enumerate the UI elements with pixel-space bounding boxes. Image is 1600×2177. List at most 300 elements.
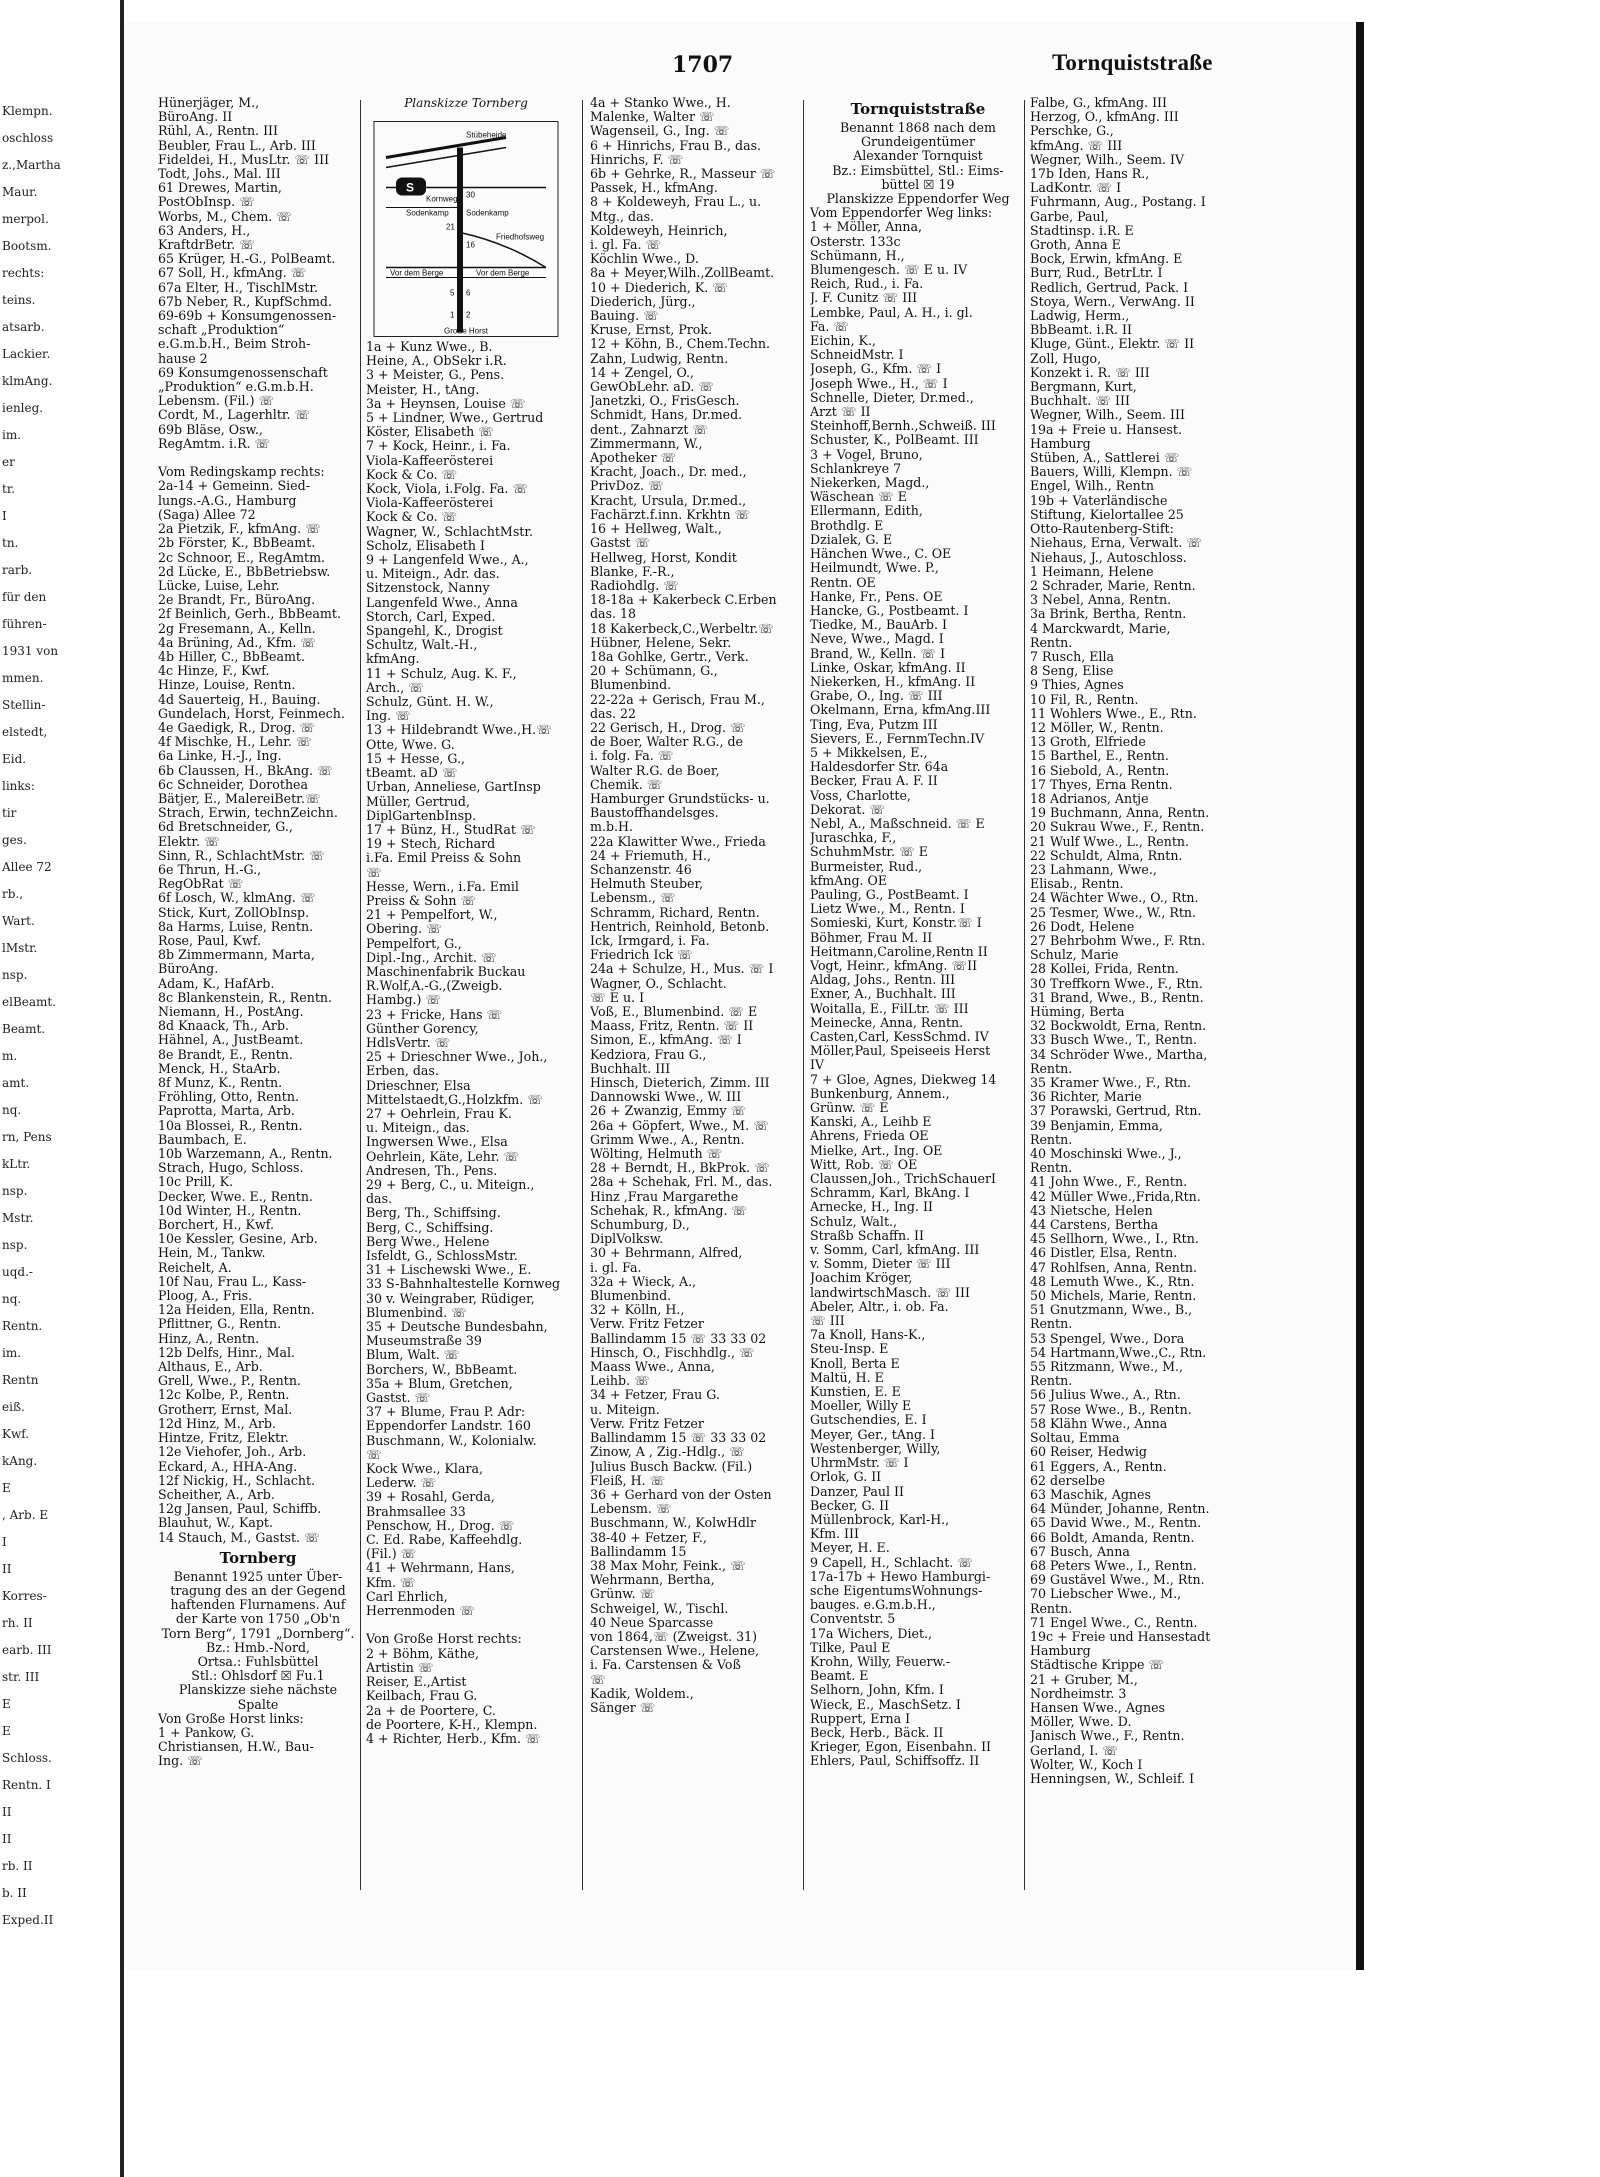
entry-line: Scholz, Elisabeth I bbox=[366, 537, 485, 553]
entry-line: 16 + Hellweg, Walt., bbox=[590, 521, 722, 537]
entry-line: 21 + Pempelfort, W., bbox=[366, 907, 498, 923]
left-page-fragment: elstedt, bbox=[2, 725, 48, 739]
entry-line: 2a Pietzik, F., kfmAng. ☏ bbox=[158, 521, 321, 537]
left-page-fragment: Eid. bbox=[2, 752, 27, 766]
entry-line: i.Fa. Emil Preiss & Sohn bbox=[366, 850, 522, 866]
left-page-fragment: 1931 von bbox=[2, 644, 59, 658]
entry-line: e.G.m.b.H., Beim Stroh- bbox=[158, 336, 311, 352]
column-4 bbox=[810, 96, 1026, 1886]
entry-line: 46 Distler, Elsa, Rentn. bbox=[1030, 1245, 1178, 1261]
entry-line: dent., Zahnarzt ☏ bbox=[590, 421, 709, 437]
entry-line: Hamburg bbox=[1030, 435, 1091, 451]
entry-line: Kunstien, E. E bbox=[810, 1384, 901, 1400]
left-page-fragment: führen- bbox=[2, 617, 47, 631]
entry-line: 35 Kramer Wwe., F., Rtn. bbox=[1030, 1075, 1192, 1091]
entry-line: Arch., ☏ bbox=[366, 679, 425, 695]
entry-line: das. 22 bbox=[590, 705, 637, 721]
entry-line: 60 Reiser, Hedwig bbox=[1030, 1444, 1147, 1460]
entry-line: 19a + Freie u. Hansest. bbox=[1030, 421, 1182, 437]
left-page-fragment: Lackier. bbox=[2, 347, 51, 361]
entry-line: 26 Dodt, Helene bbox=[1030, 918, 1135, 934]
entry-line: Elisab., Rentn. bbox=[1030, 876, 1124, 892]
entry-line: Borchers, W., BbBeamt. bbox=[366, 1361, 518, 1377]
entry-line: Herzog, O., kfmAng. III bbox=[1030, 109, 1179, 125]
entry-line: Menck, H., StaArb. bbox=[158, 1060, 281, 1076]
left-page-fragment: z.,Martha bbox=[2, 158, 61, 172]
entry-line: LadKontr. ☏ I bbox=[1030, 180, 1122, 196]
entry-line: 8 Seng, Elise bbox=[1030, 663, 1114, 679]
left-page-fragment: kAng. bbox=[2, 1454, 38, 1468]
entry-line: Reiser, E.,Artist bbox=[366, 1674, 467, 1690]
entry-line: Ruppert, Erna I bbox=[810, 1710, 911, 1726]
entry-line: 23 + Fricke, Hans ☏ bbox=[366, 1006, 503, 1022]
entry-line: 25 + Drieschner Wwe., Joh., bbox=[366, 1049, 548, 1065]
entry-line: Meister, H., tAng. bbox=[366, 381, 480, 397]
entry-line: ☏ bbox=[366, 864, 382, 880]
entry-line: Krohn, Willy, Feuerw.- bbox=[810, 1653, 951, 1669]
entry-line: Bock, Erwin, kfmAng. E bbox=[1030, 251, 1183, 267]
entry-line: 18 Kakerbeck,C.,Werbeltr.☏ bbox=[590, 620, 774, 636]
entry-line: 67 Soll, H., kfmAng. ☏ bbox=[158, 265, 307, 281]
left-page-fragment: Bootsm. bbox=[2, 239, 52, 253]
entry-line: 10c Prill, K. bbox=[158, 1174, 234, 1190]
left-page-fragment: rn, Pens bbox=[2, 1130, 52, 1144]
left-page-fragment: links: bbox=[2, 779, 35, 793]
entry-line: Günther Gorency, bbox=[366, 1020, 479, 1036]
entry-line: Niekerken, Magd., bbox=[810, 475, 930, 491]
entry-line: Schmidt, Hans, Dr.med. bbox=[590, 407, 743, 423]
entry-line: 31 Brand, Wwe., B., Rentn. bbox=[1030, 989, 1204, 1005]
entry-line: Schuster, K., PolBeamt. III bbox=[810, 432, 979, 448]
entry-line: Witt, Rob. ☏ OE bbox=[810, 1156, 918, 1172]
entry-line: Stiftung, Kielortallee 25 bbox=[1030, 506, 1184, 522]
entry-line: Rentn. bbox=[1030, 1160, 1073, 1176]
left-page-fragment: lMstr. bbox=[2, 941, 38, 955]
entry-line: Preiss & Sohn ☏ bbox=[366, 892, 477, 908]
entry-line: Hamburger Grundstücks- u. bbox=[590, 790, 770, 806]
entry-line: Planskizze siehe nächste bbox=[178, 1682, 338, 1698]
entry-line: haftenden Flurnamens. Auf bbox=[170, 1597, 346, 1613]
entry-line: 12c Kolbe, P., Rentn. bbox=[158, 1387, 290, 1403]
entry-line: ☏ bbox=[366, 1446, 382, 1462]
entry-line: 39 Benjamin, Emma, bbox=[1030, 1117, 1163, 1133]
entry-line: IV bbox=[810, 1057, 825, 1073]
column-5 bbox=[1030, 96, 1238, 1886]
entry-line: Brand, W., Kelln. ☏ I bbox=[810, 645, 946, 661]
entry-line: Blumengesch. ☏ E u. IV bbox=[810, 262, 968, 278]
entry-line: 35a + Blum, Gretchen, bbox=[366, 1375, 513, 1391]
entry-line: 53 Spengel, Wwe., Dora bbox=[1030, 1330, 1185, 1346]
entry-line: Steu-Insp. E bbox=[810, 1341, 889, 1357]
entry-line: 3 + Meister, G., Pens. bbox=[366, 367, 505, 383]
entry-line: i. Fa. Carstensen & Voß bbox=[590, 1657, 741, 1673]
entry-line: Steinhoff,Bernh.,Schweiß. III bbox=[810, 418, 996, 434]
left-page-fragment: rb., bbox=[2, 887, 24, 901]
entry-line: Dipl.-Ing., Archit. ☏ bbox=[366, 949, 497, 965]
entry-line: Lücke, Luise, Lehr. bbox=[158, 577, 280, 593]
entry-line: Somieski, Kurt, Konstr.☏ I bbox=[810, 915, 982, 931]
entry-line: DiplGartenbInsp. bbox=[366, 807, 477, 823]
entry-line: kfmAng. ☏ III bbox=[1030, 137, 1123, 153]
entry-line: Pauling, G., PostBeamt. I bbox=[810, 886, 969, 902]
entry-line: Müllenbrock, Karl-H., bbox=[810, 1511, 950, 1527]
entry-line: Diederich, Jürg., bbox=[590, 293, 696, 309]
entry-line: 26a + Göpfert, Wwe., M. ☏ bbox=[590, 1117, 769, 1133]
entry-line: Passek, H., kfmAng. bbox=[590, 180, 718, 196]
entry-line: Ortsa.: Fuhlsbüttel bbox=[197, 1653, 319, 1669]
entry-line: Osterstr. 133c bbox=[810, 233, 901, 249]
entry-line: 3a Brink, Bertha, Rentn. bbox=[1030, 606, 1187, 622]
entry-line: 2a-14 + Gemeinn. Sied- bbox=[158, 478, 310, 494]
entry-line: Schulz, Walt., bbox=[810, 1213, 898, 1229]
entry-line: Rentn. OE bbox=[810, 574, 876, 590]
entry-line: Beck, Herb., Bäck. II bbox=[810, 1724, 944, 1740]
entry-line: 48 Lemuth Wwe., K., Rtn. bbox=[1030, 1273, 1195, 1289]
left-page-fragment: Rentn. I bbox=[2, 1778, 51, 1792]
entry-line: 13 + Hildebrandt Wwe.,H.☏ bbox=[366, 722, 552, 738]
entry-line: 3 Nebel, Anna, Rentn. bbox=[1030, 592, 1172, 608]
entry-line: Von Große Horst rechts: bbox=[366, 1631, 522, 1647]
entry-line: Lebensm., ☏ bbox=[590, 890, 676, 906]
entry-line: UhrmMstr. ☏ I bbox=[810, 1455, 909, 1471]
entry-line: Sitzenstock, Nanny bbox=[366, 580, 490, 596]
entry-line: Bauing. ☏ bbox=[590, 308, 659, 324]
entry-line: Schnelle, Dieter, Dr.med., bbox=[810, 389, 974, 405]
left-page-fragment: earb. III bbox=[2, 1643, 52, 1657]
entry-line: bauges. e.G.m.b.H., bbox=[810, 1597, 936, 1613]
entry-line: Garbe, Paul, bbox=[1030, 208, 1109, 224]
entry-line: 37 Porawski, Gertrud, Rtn. bbox=[1030, 1103, 1202, 1119]
left-page-fragment: rh. II bbox=[2, 1616, 33, 1630]
entry-line: 23 Lahmann, Wwe., bbox=[1030, 861, 1157, 877]
entry-line: 9 Thies, Agnes bbox=[1030, 677, 1124, 693]
left-page-fragment: merpol. bbox=[2, 212, 49, 226]
entry-line: i. gl. Fa. bbox=[590, 1259, 642, 1275]
entry-line: 62 derselbe bbox=[1030, 1472, 1106, 1488]
left-page-fragment: tr. bbox=[2, 482, 16, 496]
left-page-fragment: Kwf. bbox=[2, 1427, 30, 1441]
entry-line: 7 Rusch, Ella bbox=[1030, 648, 1114, 664]
entry-line: Erben, das. bbox=[366, 1063, 439, 1079]
entry-line: 71 Engel Wwe., C., Rentn. bbox=[1030, 1614, 1198, 1630]
entry-line: Sänger ☏ bbox=[590, 1699, 656, 1715]
entry-line: Gutschendies, E. I bbox=[810, 1412, 927, 1428]
entry-line: Todt, Johs., Mal. III bbox=[158, 166, 281, 182]
entry-line: Blum, Walt. ☏ bbox=[366, 1347, 460, 1363]
entry-line: C. Ed. Rabe, Kaffeehdlg. bbox=[366, 1532, 523, 1548]
entry-line: Rentn. bbox=[1030, 1060, 1073, 1076]
entry-line: Hesse, Wern., i.Fa. Emil bbox=[366, 878, 519, 894]
entry-line: 19 + Stech, Richard bbox=[366, 836, 496, 852]
entry-line: der Karte von 1750 „Ob'n bbox=[175, 1611, 341, 1627]
entry-line: Ahrens, Frieda OE bbox=[810, 1128, 929, 1144]
entry-line: Drieschner, Elsa bbox=[366, 1077, 471, 1093]
entry-line: Verw. Fritz Fetzer bbox=[590, 1415, 704, 1431]
left-page-fragment: Klempn. bbox=[2, 104, 53, 118]
entry-line: Maass, Fritz, Rentn. ☏ II bbox=[590, 1018, 754, 1034]
entry-line: kfmAng. OE bbox=[810, 872, 888, 888]
entry-line: Grundeigentümer bbox=[860, 134, 976, 150]
entry-line: Ballindamm 15 ☏ 33 33 02 bbox=[590, 1430, 767, 1446]
entry-line: v. Somm, Dieter ☏ III bbox=[810, 1256, 951, 1272]
entry-line: HdlsVertr. ☏ bbox=[366, 1034, 451, 1050]
entry-line: 61 Eggers, A., Rentn. bbox=[1030, 1458, 1167, 1474]
entry-line: KraftdrBetr. ☏ bbox=[158, 237, 255, 253]
entry-line: 22a Klawitter Wwe., Frieda bbox=[590, 833, 766, 849]
entry-line: 12f Nickig, H., Schlacht. bbox=[158, 1472, 316, 1488]
entry-line: Bunkenburg, Annem., bbox=[810, 1085, 950, 1101]
entry-line: v. Somm, Carl, kfmAng. III bbox=[810, 1242, 980, 1258]
entry-line: Bauers, Willi, Klempn. ☏ bbox=[1030, 464, 1193, 480]
entry-line: 6c Schneider, Dorothea bbox=[158, 776, 309, 792]
entry-line: tBeamt. aD ☏ bbox=[366, 765, 458, 781]
entry-line: Hinrichs, F. ☏ bbox=[590, 151, 684, 167]
entry-line: Viola-Kaffeerösterei bbox=[366, 495, 494, 511]
entry-line: Rühl, A., Rentn. III bbox=[158, 123, 278, 139]
entry-line: Carstensen Wwe., Helene, bbox=[590, 1643, 759, 1659]
entry-line: 12 + Köhn, B., Chem.Techn. bbox=[590, 336, 771, 352]
entry-line: Berg, Th., Schiffsing. bbox=[366, 1205, 501, 1221]
entry-line: Wehrmann, Bertha, bbox=[590, 1572, 715, 1588]
entry-line: Rentn. bbox=[1030, 1131, 1073, 1147]
entry-line: Maschinenfabrik Buckau bbox=[366, 963, 526, 979]
entry-line: 31 + Lischewski Wwe., E. bbox=[366, 1262, 532, 1278]
entry-line: Spangehl, K., Drogist bbox=[366, 623, 503, 639]
sketch-label: 1 bbox=[450, 310, 455, 320]
entry-line: Otto-Rautenberg-Stift: bbox=[1030, 521, 1174, 537]
entry-line: 39 + Rosahl, Gerda, bbox=[366, 1489, 495, 1505]
entry-line: BüroAng. bbox=[158, 961, 219, 977]
entry-line: Lietz Wwe., M., Rentn. I bbox=[810, 901, 965, 917]
entry-line: Danzer, Paul II bbox=[810, 1483, 904, 1499]
entry-line: Fleiß, H. ☏ bbox=[590, 1472, 666, 1488]
entry-line: 4b Hiller, C., BbBeamt. bbox=[158, 648, 305, 664]
entry-line: Spalte bbox=[237, 1696, 279, 1712]
sketch-label: Friedhofsweg bbox=[496, 232, 545, 242]
entry-line: Strach, Hugo, Schloss. bbox=[158, 1160, 304, 1176]
entry-line: Torn Berg“, 1791 „Dornberg“. bbox=[161, 1625, 355, 1641]
entry-line: Vom Redingskamp rechts: bbox=[158, 464, 325, 480]
entry-line: Hambg.) ☏ bbox=[366, 992, 442, 1008]
entry-line: Leihb. ☏ bbox=[590, 1373, 650, 1389]
entry-line: Bz.: Hmb.-Nord, bbox=[205, 1639, 311, 1655]
entry-line: Niehaus, J., Autoschloss. bbox=[1030, 549, 1187, 565]
entry-line: Ballindamm 15 bbox=[590, 1543, 687, 1559]
entry-line: 10 + Diederich, K. ☏ bbox=[590, 279, 729, 295]
entry-line: Linke, Oskar, kfmAng. II bbox=[810, 659, 966, 675]
entry-line: Urban, Anneliese, GartInsp bbox=[366, 779, 541, 795]
entry-line: 9 + Langenfeld Wwe., A., bbox=[366, 552, 529, 568]
left-page-fragment: amt. bbox=[2, 1076, 30, 1090]
left-page-fragment: Exped.II bbox=[2, 1913, 54, 1927]
entry-line: 2b Förster, K., BbBeamt. bbox=[158, 535, 316, 551]
entry-line: Vogt, Heinr., kfmAng. ☏II bbox=[810, 957, 978, 973]
entry-line: 17b Iden, Hans R., bbox=[1030, 166, 1150, 182]
entry-line: Strach, Erwin, technZeichn. bbox=[158, 805, 338, 821]
entry-line: Buschmann, W., KolwHdlr bbox=[590, 1515, 756, 1531]
entry-line: 3 + Vogel, Bruno, bbox=[810, 446, 923, 462]
entry-line: de Poortere, K-H., Klempn. bbox=[366, 1716, 538, 1732]
entry-line: 8c Blankenstein, R., Rentn. bbox=[158, 989, 333, 1005]
entry-line: Hintze, Fritz, Elektr. bbox=[158, 1430, 289, 1446]
entry-line: Rentn. bbox=[1030, 1316, 1073, 1332]
entry-line: u. Miteign., das. bbox=[366, 1120, 470, 1136]
entry-line: Schehak, R., kfmAng. ☏ bbox=[590, 1202, 748, 1218]
entry-line: das. 18 bbox=[590, 606, 637, 622]
entry-line: 32 + Kölln, H., bbox=[590, 1302, 685, 1318]
entry-line: Bergmann, Kurt, bbox=[1030, 379, 1137, 395]
entry-line: Carl Ehrlich, bbox=[366, 1588, 448, 1604]
entry-line: Hinz, A., Rentn. bbox=[158, 1330, 260, 1346]
entry-line: 1a + Kunz Wwe., B. bbox=[366, 339, 493, 354]
left-page-fragment: Allee 72 bbox=[2, 860, 52, 874]
entry-line: 67a Elter, H., TischlMstr. bbox=[158, 279, 319, 295]
entry-line: Zoll, Hugo, bbox=[1030, 350, 1102, 366]
left-page-fragment: E bbox=[2, 1481, 11, 1495]
entry-line: Blumenbind. bbox=[590, 1288, 672, 1304]
entry-line: 2 + Böhm, Käthe, bbox=[366, 1645, 480, 1661]
entry-line: 35 + Deutsche Bundesbahn, bbox=[366, 1319, 548, 1335]
entry-line: Oehrlein, Käte, Lehr. ☏ bbox=[366, 1148, 520, 1164]
entry-line: Helmuth Steuber, bbox=[590, 876, 704, 892]
entry-line: 32 Bockwoldt, Erna, Rentn. bbox=[1030, 1018, 1207, 1034]
entry-line: Kruse, Ernst, Prok. bbox=[590, 322, 713, 338]
entry-line: 17 Thyes, Erna Rentn. bbox=[1030, 776, 1173, 792]
entry-line: 41 John Wwe., F., Rentn. bbox=[1030, 1174, 1188, 1190]
entry-line: Exner, A., Buchhalt. III bbox=[810, 986, 956, 1002]
entry-line: Pflittner, G., Rentn. bbox=[158, 1316, 282, 1332]
entry-line: Zimmermann, W., bbox=[590, 435, 703, 451]
column-1 bbox=[158, 96, 358, 1886]
entry-line: Kfm. ☏ bbox=[366, 1574, 416, 1590]
entry-line: 67b Neber, R., KupfSchmd. bbox=[158, 293, 332, 309]
entry-line: 4e Gaedigk, R., Drog. ☏ bbox=[158, 719, 316, 735]
column-3 bbox=[590, 96, 806, 1886]
entry-line: DiplVolksw. bbox=[590, 1231, 664, 1247]
entry-line: 2c Schnoor, E., RegAmtm. bbox=[158, 549, 326, 565]
entry-line: 38-40 + Fetzer, F., bbox=[590, 1529, 707, 1545]
entry-line: Paprotta, Marta, Arb. bbox=[158, 1103, 295, 1119]
section-heading: Tornberg bbox=[219, 1548, 297, 1567]
entry-line: Christiansen, H.W., Bau- bbox=[158, 1739, 314, 1755]
entry-line: Heitmann,Caroline,Rentn II bbox=[810, 943, 988, 959]
sketch-label: S bbox=[406, 180, 415, 195]
entry-line: Tilke, Paul E bbox=[810, 1639, 891, 1655]
entry-line: Meyer, Ger., tAng. I bbox=[810, 1426, 936, 1442]
entry-line: Hünerjäger, M., bbox=[158, 96, 260, 110]
entry-line: Burmeister, Rud., bbox=[810, 858, 923, 874]
entry-line bbox=[158, 451, 358, 465]
entry-line: Nebl, A., Maßschneid. ☏ E bbox=[810, 815, 985, 831]
entry-line: Schulz, Günt. H. W., bbox=[366, 694, 494, 710]
entry-line: 66 Boldt, Amanda, Rentn. bbox=[1030, 1529, 1195, 1545]
entry-line: Langenfeld Wwe., Anna bbox=[366, 594, 518, 610]
entry-line: 67 Busch, Anna bbox=[1030, 1543, 1130, 1559]
left-page-fragment: für den bbox=[2, 590, 47, 604]
entry-line: Sinn, R., SchlachtMstr. ☏ bbox=[158, 847, 325, 863]
left-page-fragment: im. bbox=[2, 428, 22, 442]
entry-line: 6b + Gehrke, R., Masseur ☏ bbox=[590, 166, 776, 182]
entry-line: 56 Julius Wwe., A., Rtn. bbox=[1030, 1387, 1181, 1403]
entry-line: Hentrich, Reinhold, Betonb. bbox=[590, 918, 770, 934]
entry-line: 10b Warzemann, A., Rentn. bbox=[158, 1146, 333, 1162]
entry-line: 6a Linke, H.-J., Ing. bbox=[158, 748, 282, 764]
entry-line: 2g Fresemann, A., Kelln. bbox=[158, 620, 316, 636]
entry-line: Schultz, Walt.-H., bbox=[366, 637, 478, 653]
entry-line: 4d Sauerteig, H., Bauing. bbox=[158, 691, 321, 707]
entry-line: Storch, Carl, Exped. bbox=[366, 608, 496, 624]
left-page-edge bbox=[0, 0, 124, 2177]
entry-line: u. Miteign. bbox=[590, 1401, 660, 1417]
left-page-fragment: I bbox=[2, 509, 7, 523]
entry-line: Ing. ☏ bbox=[366, 708, 411, 724]
entry-line: BbBeamt. i.R. II bbox=[1030, 322, 1133, 338]
entry-line: PostObInsp. ☏ bbox=[158, 194, 255, 210]
entry-line: 30 v. Weingraber, Rüdiger, bbox=[366, 1290, 535, 1306]
left-page-fragment: eiß. bbox=[2, 1400, 25, 1414]
entry-line: 22 Schuldt, Alma, Rntn. bbox=[1030, 847, 1183, 863]
entry-line: Hinze, Louise, Rentn. bbox=[158, 677, 296, 693]
entry-line: Blauhut, W., Kapt. bbox=[158, 1515, 273, 1531]
left-page-fragment: Rentn bbox=[2, 1373, 39, 1387]
sketch-label: 5 bbox=[450, 288, 455, 298]
entry-line: Wagenseil, G., Ing. ☏ bbox=[590, 123, 730, 139]
left-page-fragment: tir bbox=[2, 806, 17, 820]
entry-line: Ladwig, Herm., bbox=[1030, 308, 1130, 324]
entry-line: 6b Claussen, H., BkAng. ☏ bbox=[158, 762, 333, 778]
entry-line: Becker, G. II bbox=[810, 1497, 890, 1513]
entry-line: lungs.-A.G., Hamburg bbox=[158, 492, 297, 508]
entry-line: Lebensm. (Fil.) ☏ bbox=[158, 393, 275, 409]
entry-line: Zinow, A , Zig.-Hdlg., ☏ bbox=[590, 1444, 745, 1460]
entry-line: „Produktion“ e.G.m.b.H. bbox=[158, 379, 314, 395]
left-page-fragment: tn. bbox=[2, 536, 19, 550]
entry-line: Kock & Co. ☏ bbox=[366, 466, 458, 482]
left-page-fragment: teins. bbox=[2, 293, 36, 307]
entry-line: i. folg. Fa. ☏ bbox=[590, 748, 674, 764]
entry-line: Stüben, A., Sattlerei ☏ bbox=[1030, 450, 1180, 466]
left-page-fragment: klmAng. bbox=[2, 374, 53, 388]
entry-line: 51 Gnutzmann, Wwe., B., bbox=[1030, 1302, 1193, 1318]
entry-line: 17a Wichers, Diet., bbox=[810, 1625, 933, 1641]
left-page-fragment: nsp. bbox=[2, 1238, 28, 1252]
left-page-fragment: er bbox=[2, 455, 15, 469]
entry-line: u. Miteign., Adr. das. bbox=[366, 566, 500, 582]
entry-line: 9 Capell, H., Schlacht. ☏ bbox=[810, 1554, 974, 1570]
entry-line: Hellweg, Horst, Kondit bbox=[590, 549, 737, 565]
entry-line: 45 Sellhorn, Wwe., I., Rtn. bbox=[1030, 1231, 1199, 1247]
sketch-label: Vor dem Berge bbox=[390, 268, 444, 278]
entry-line: Walter R.G. de Boer, bbox=[590, 762, 720, 778]
entry-line: 34 + Fetzer, Frau G. bbox=[590, 1387, 720, 1403]
entry-line: Joseph, G., Kfm. ☏ I bbox=[810, 361, 942, 377]
entry-line: Voß, E., Blumenbind. ☏ E bbox=[590, 1004, 758, 1019]
entry-line: Hamburg bbox=[1030, 1643, 1091, 1659]
entry-line: 19c + Freie und Hansestadt bbox=[1030, 1628, 1211, 1644]
entry-line: Lederw. ☏ bbox=[366, 1475, 437, 1491]
entry-line: 69 Konsumgenossenschaft bbox=[158, 364, 328, 380]
left-page-fragment: rechts: bbox=[2, 266, 45, 280]
entry-line: Meyer, H. E. bbox=[810, 1540, 890, 1556]
entry-line: 15 Barthel, E., Rentn. bbox=[1030, 748, 1169, 764]
entry-line: Worbs, M., Chem. ☏ bbox=[158, 208, 293, 224]
entry-line: 18 Adrianos, Antje bbox=[1030, 790, 1149, 806]
left-page-fragment: nq. bbox=[2, 1292, 22, 1306]
entry-line: Juraschka, F., bbox=[810, 830, 897, 846]
entry-line: 36 + Gerhard von der Osten bbox=[590, 1486, 772, 1502]
entry-line: 10f Nau, Frau L., Kass- bbox=[158, 1273, 307, 1289]
left-page-fragment: E bbox=[2, 1724, 11, 1738]
